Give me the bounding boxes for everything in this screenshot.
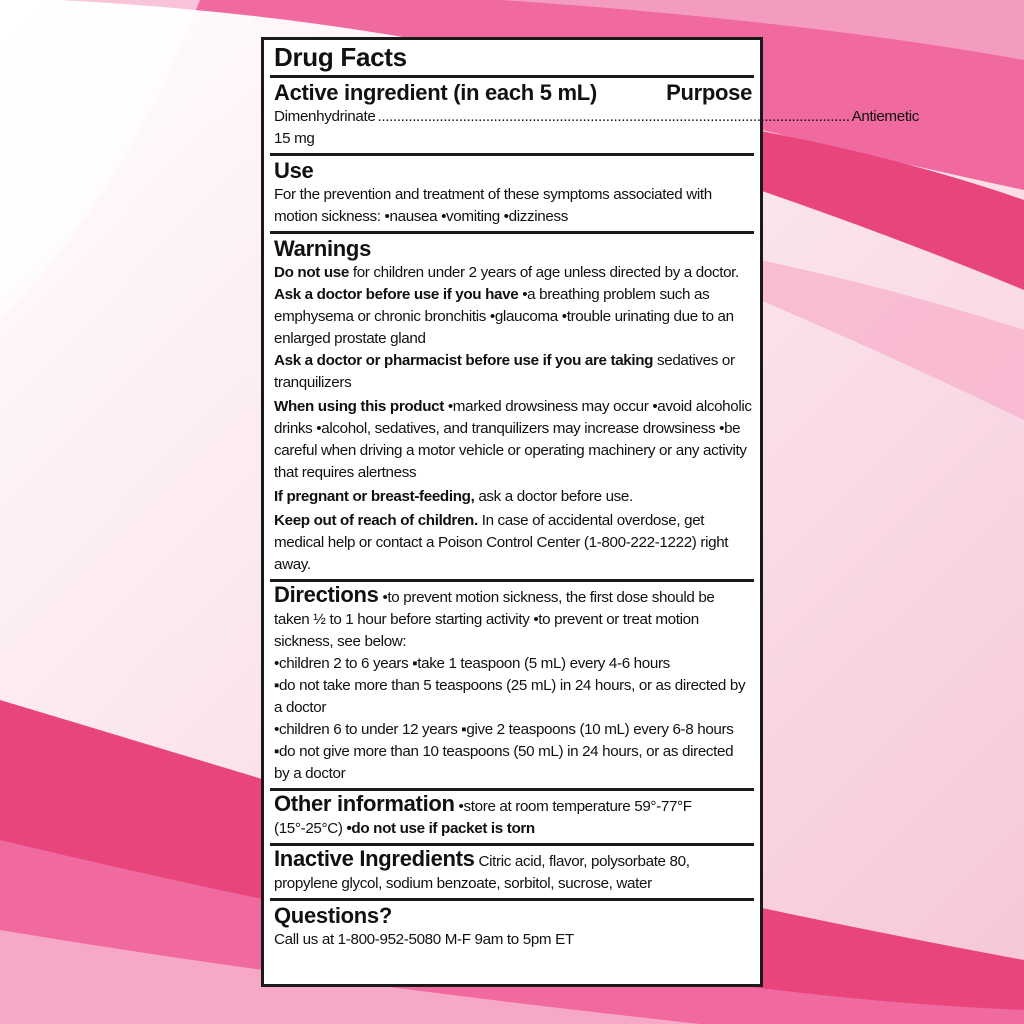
directions-heading: Directions (274, 582, 379, 607)
other-information-section (270, 791, 754, 846)
active-ingredient-heading: Active ingredient (in each 5 mL) (274, 80, 597, 105)
active-ingredient-value: Dimenhydrinate 15 mg (274, 108, 376, 147)
inactive-ingredients-text: Inactive Ingredients Citric acid, flavor, polysorbate 80, propylene glycol, sodium benzoate, sorbitol, sucrose, water (274, 846, 690, 892)
active-ingredient-section (270, 78, 919, 156)
warnings-section (270, 234, 754, 582)
warnings-heading: Warnings (274, 236, 372, 261)
warning-keep-out: Keep out of reach of children. In case of accidental overdose, get medical help or contact a Poison Control Center (1-800-222-1222) right away. (274, 512, 729, 573)
questions-heading: Questions? (274, 903, 393, 928)
inactive-ingredients-heading: Inactive Ingredients (274, 846, 475, 871)
inactive-ingredients-section (270, 846, 754, 901)
directions-section (270, 582, 754, 791)
questions-text: Call us at 1-800-952-5080 M-F 9am to 5pm ET (274, 931, 574, 948)
directions-line: •children 2 to 6 years ▪take 1 teaspoon (5 mL) every 4-6 hours (274, 655, 670, 672)
warning-do-not-use: Do not use for children under 2 years of age unless directed by a doctor. (274, 264, 739, 281)
dot-leader: .......................................................................................................................... (377, 108, 850, 125)
warning-ask-doctor: Ask a doctor before use if you have •a breathing problem such as emphysema or chronic bronchitis •glaucoma •trouble urinating due to an enlarged prostate gland (274, 286, 734, 347)
title-section (270, 40, 754, 78)
warning-when-using: When using this product •marked drowsiness may occur •avoid alcoholic drinks •alcohol, sedatives, and tranquilizers may increase drowsiness •be careful when driving a motor vehicle or operating machinery or any activity that requires alertness (274, 398, 752, 481)
other-information-text: Other information •store at room temperature 59°-77°F (15°-25°C) •do not use if packet is torn (274, 791, 692, 837)
purpose-value: Antiemetic (851, 108, 919, 125)
other-information-heading: Other information (274, 791, 455, 816)
warning-ask-pharmacist: Ask a doctor or pharmacist before use if you are taking sedatives or tranquilizers (274, 352, 735, 391)
directions-line: •children 6 to under 12 years ▪give 2 teaspoons (10 mL) every 6-8 hours ▪do not give more than 10 teaspoons (50 mL) in 24 hours, or as directed by a doctor (274, 721, 734, 782)
directions-line: ▪do not take more than 5 teaspoons (25 mL) in 24 hours, or as directed by a doctor (274, 677, 746, 716)
use-text: For the prevention and treatment of these symptoms associated with motion sickness: •nausea •vomiting •dizziness (274, 186, 712, 225)
directions-intro: Directions •to prevent motion sickness, the first dose should be taken ½ to 1 hour before starting activity •to prevent or treat motion sickness, see below: (274, 582, 715, 650)
purpose-heading: Purpose (666, 80, 752, 105)
use-section (270, 156, 754, 234)
use-heading: Use (274, 158, 314, 183)
drug-facts-title: Drug Facts (274, 42, 407, 72)
drug-facts-panel (261, 37, 919, 987)
questions-section (270, 901, 754, 954)
warning-pregnant: If pregnant or breast-feeding, ask a doctor before use. (274, 488, 633, 505)
